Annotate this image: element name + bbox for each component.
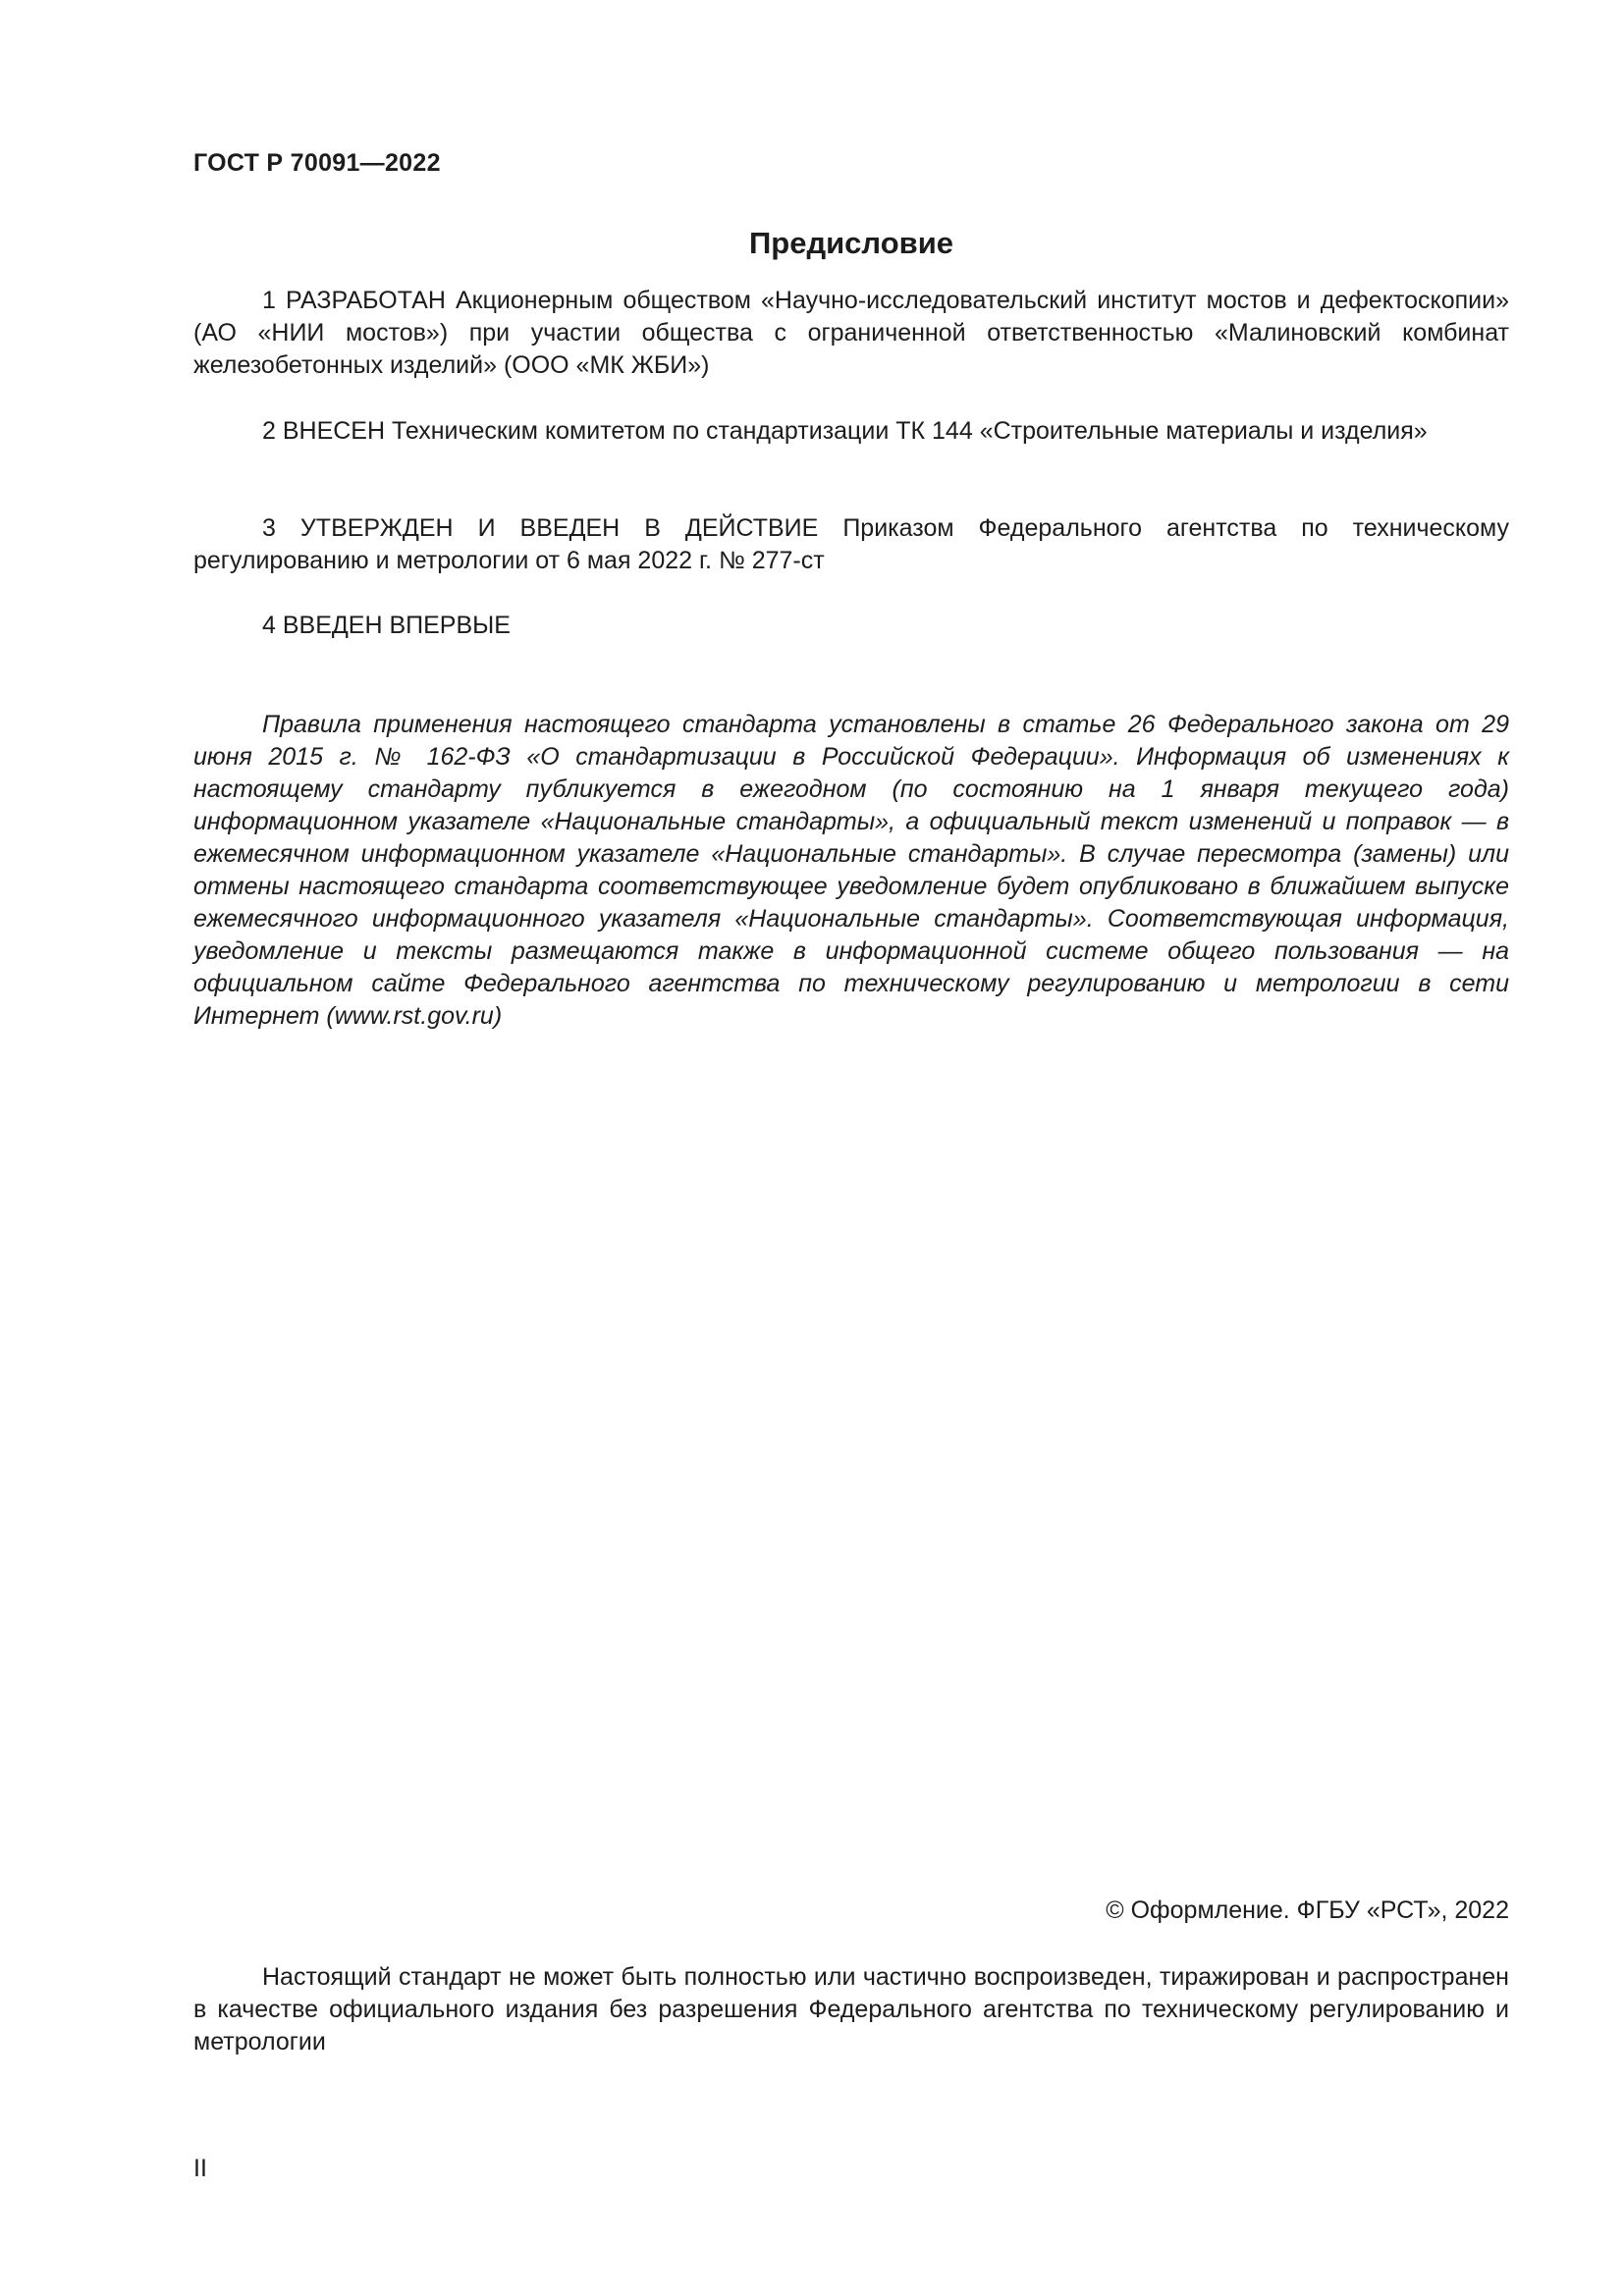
page-title: Предисловие bbox=[748, 226, 953, 260]
paragraph-approved: 3 УТВЕРЖДЕН И ВВЕДЕН В ДЕЙСТВИЕ Приказом Федерального агентства по техническому регулированию и метрологии от 6 мая 2022 г. № 277-ст bbox=[193, 514, 1509, 574]
reproduction-notice: Настоящий стандарт не может быть полностью или частично воспроизведен, тиражирован и распространен в качестве официального издания без разрешения Федерального агентства по техническому регулированию и метрологии bbox=[193, 1963, 1509, 2056]
rules-notice: Правила применения настоящего стандарта установлены в статье 26 Федерального закона от 29 июня 2015 г. № 162-ФЗ «О стандартизации в Российской Федерации». Информация об изменениях к настоящему стандарту публикуется в ежегодном (по состоянию на 1 января текущего года) информационном указателе «Национальные стандарты», а официальный текст изменений и поправок — в ежемесячном информационном указателе «Национальные стандарты». В случае пересмотра (замены) или отмены настоящего стандарта соответствующее уведомление будет опубликовано в ближайшем выпуске ежемесячного информационного указателя «Национальные стандарты». Соответствующая информация, уведомление и тексты размещаются также в информационной системе общего пользования — на официальном сайте Федерального агентства по техническому регулированию и метрологии в сети Интернет (www.rst.gov.ru) bbox=[193, 711, 1509, 1030]
paragraph-developed-by: 1 РАЗРАБОТАН Акционерным обществом «Научно-исследовательский институт мостов и дефектоскопии» (АО «НИИ мостов») при участии общества с ограниченной ответственностью «Малиновский комбинат железобетонных изделий» (ООО «МК ЖБИ») bbox=[193, 287, 1509, 379]
document-code: ГОСТ Р 70091—2022 bbox=[193, 149, 441, 177]
paragraph-introduced-first: 4 ВВЕДЕН ВПЕРВЫЕ bbox=[262, 612, 511, 639]
copyright-notice: © Оформление. ФГБУ «РСТ», 2022 bbox=[1106, 1896, 1509, 1924]
paragraph-submitted-by: 2 ВНЕСЕН Техническим комитетом по стандартизации ТК 144 «Строительные материалы и изделия» bbox=[262, 417, 1428, 445]
page-number: II bbox=[193, 2155, 207, 2182]
